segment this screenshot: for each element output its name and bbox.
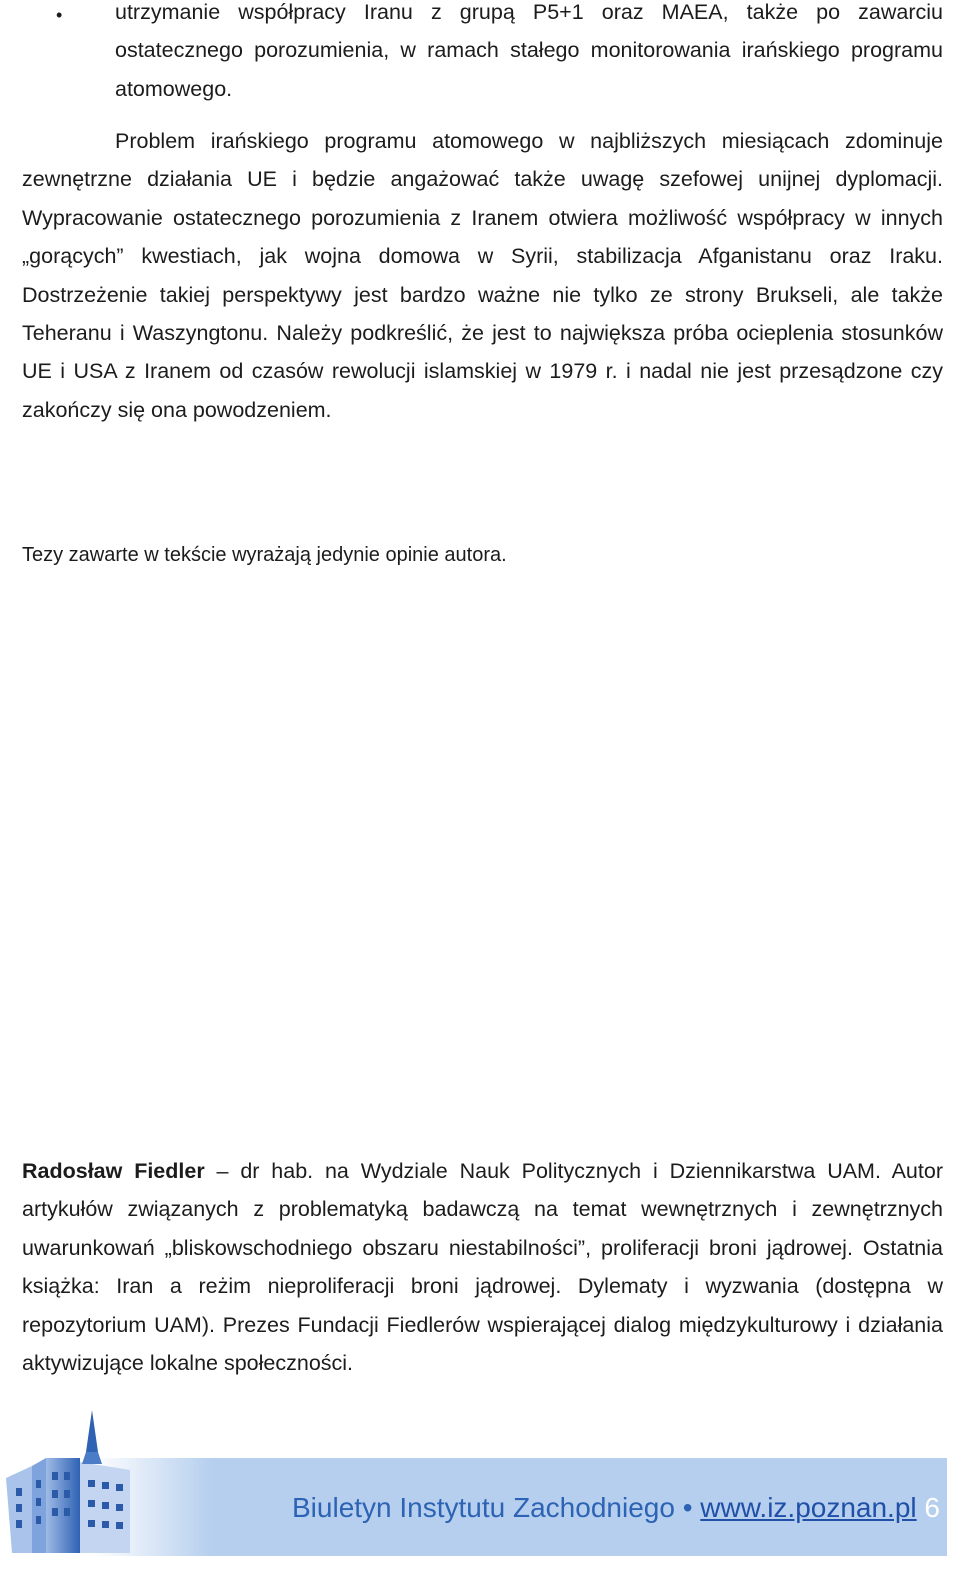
- page-number: 6: [924, 1492, 940, 1523]
- institute-logo-icon: [2, 1408, 132, 1558]
- disclaimer: Tezy zawarte w tekście wyrażają jedynie opinie autora.: [22, 544, 507, 566]
- footer-text: [292, 1488, 940, 1528]
- author-bio-text: – dr hab. na Wydziale Nauk Politycznych i Dziennikarstwa UAM. Autor artykułów związanych z problematyką badawczą na temat wewnętrznych i zewnętrznych uwarunkowań „bliskowschodniego obszaru niestabilności”, proliferacji broni jądrowej. Ostatnia książka: Iran a reżim nieproliferacji broni jądrowej. Dylematy i wyzwania (dostępna w repozytorium UAM). Prezes Fundacji Fiedlerów wspierającej dialog międzykulturowy i działania aktywizujące lokalne społeczności.: [22, 1159, 943, 1376]
- author-name: Radosław Fiedler: [22, 1159, 205, 1183]
- author-bio: [22, 1152, 943, 1382]
- footer-separator: •: [674, 1492, 701, 1523]
- footer-title: Biuletyn Instytutu Zachodniego: [292, 1492, 675, 1523]
- main-paragraph: [22, 122, 943, 429]
- bullet-icon: •: [56, 5, 63, 25]
- bullet-item-text: utrzymanie współpracy Iranu z grupą P5+1 oraz MAEA, także po zawarciu ostatecznego porozumienia, w ramach stałego monitorowania irańskiego programu atomowego.: [115, 0, 943, 101]
- main-paragraph-text: Problem irańskiego programu atomowego w najbliższych miesiącach zdominuje zewnętrzne działania UE i będzie angażować także uwagę szefowej unijnej dyplomacji. Wypracowanie ostatecznego porozumienia z Iranem otwiera możliwość współpracy w innych „gorących” kwestiach, jak wojna domowa w Syrii, stabilizacja Afganistanu oraz Iraku. Dostrzeżenie takiej perspektywy jest bardzo ważne nie tylko ze strony Brukseli, ale także Teheranu i Waszyngtonu. Należy podkreślić, że jest to największa próba ocieplenia stosunków UE i USA z Iranem od czasów rewolucji islamskiej w 1979 r. i nadal nie jest przesądzone czy zakończy się ona powodzeniem.: [22, 129, 943, 422]
- bullet-list: [0, 0, 960, 120]
- footer-url-link[interactable]: www.iz.poznan.pl: [700, 1492, 917, 1523]
